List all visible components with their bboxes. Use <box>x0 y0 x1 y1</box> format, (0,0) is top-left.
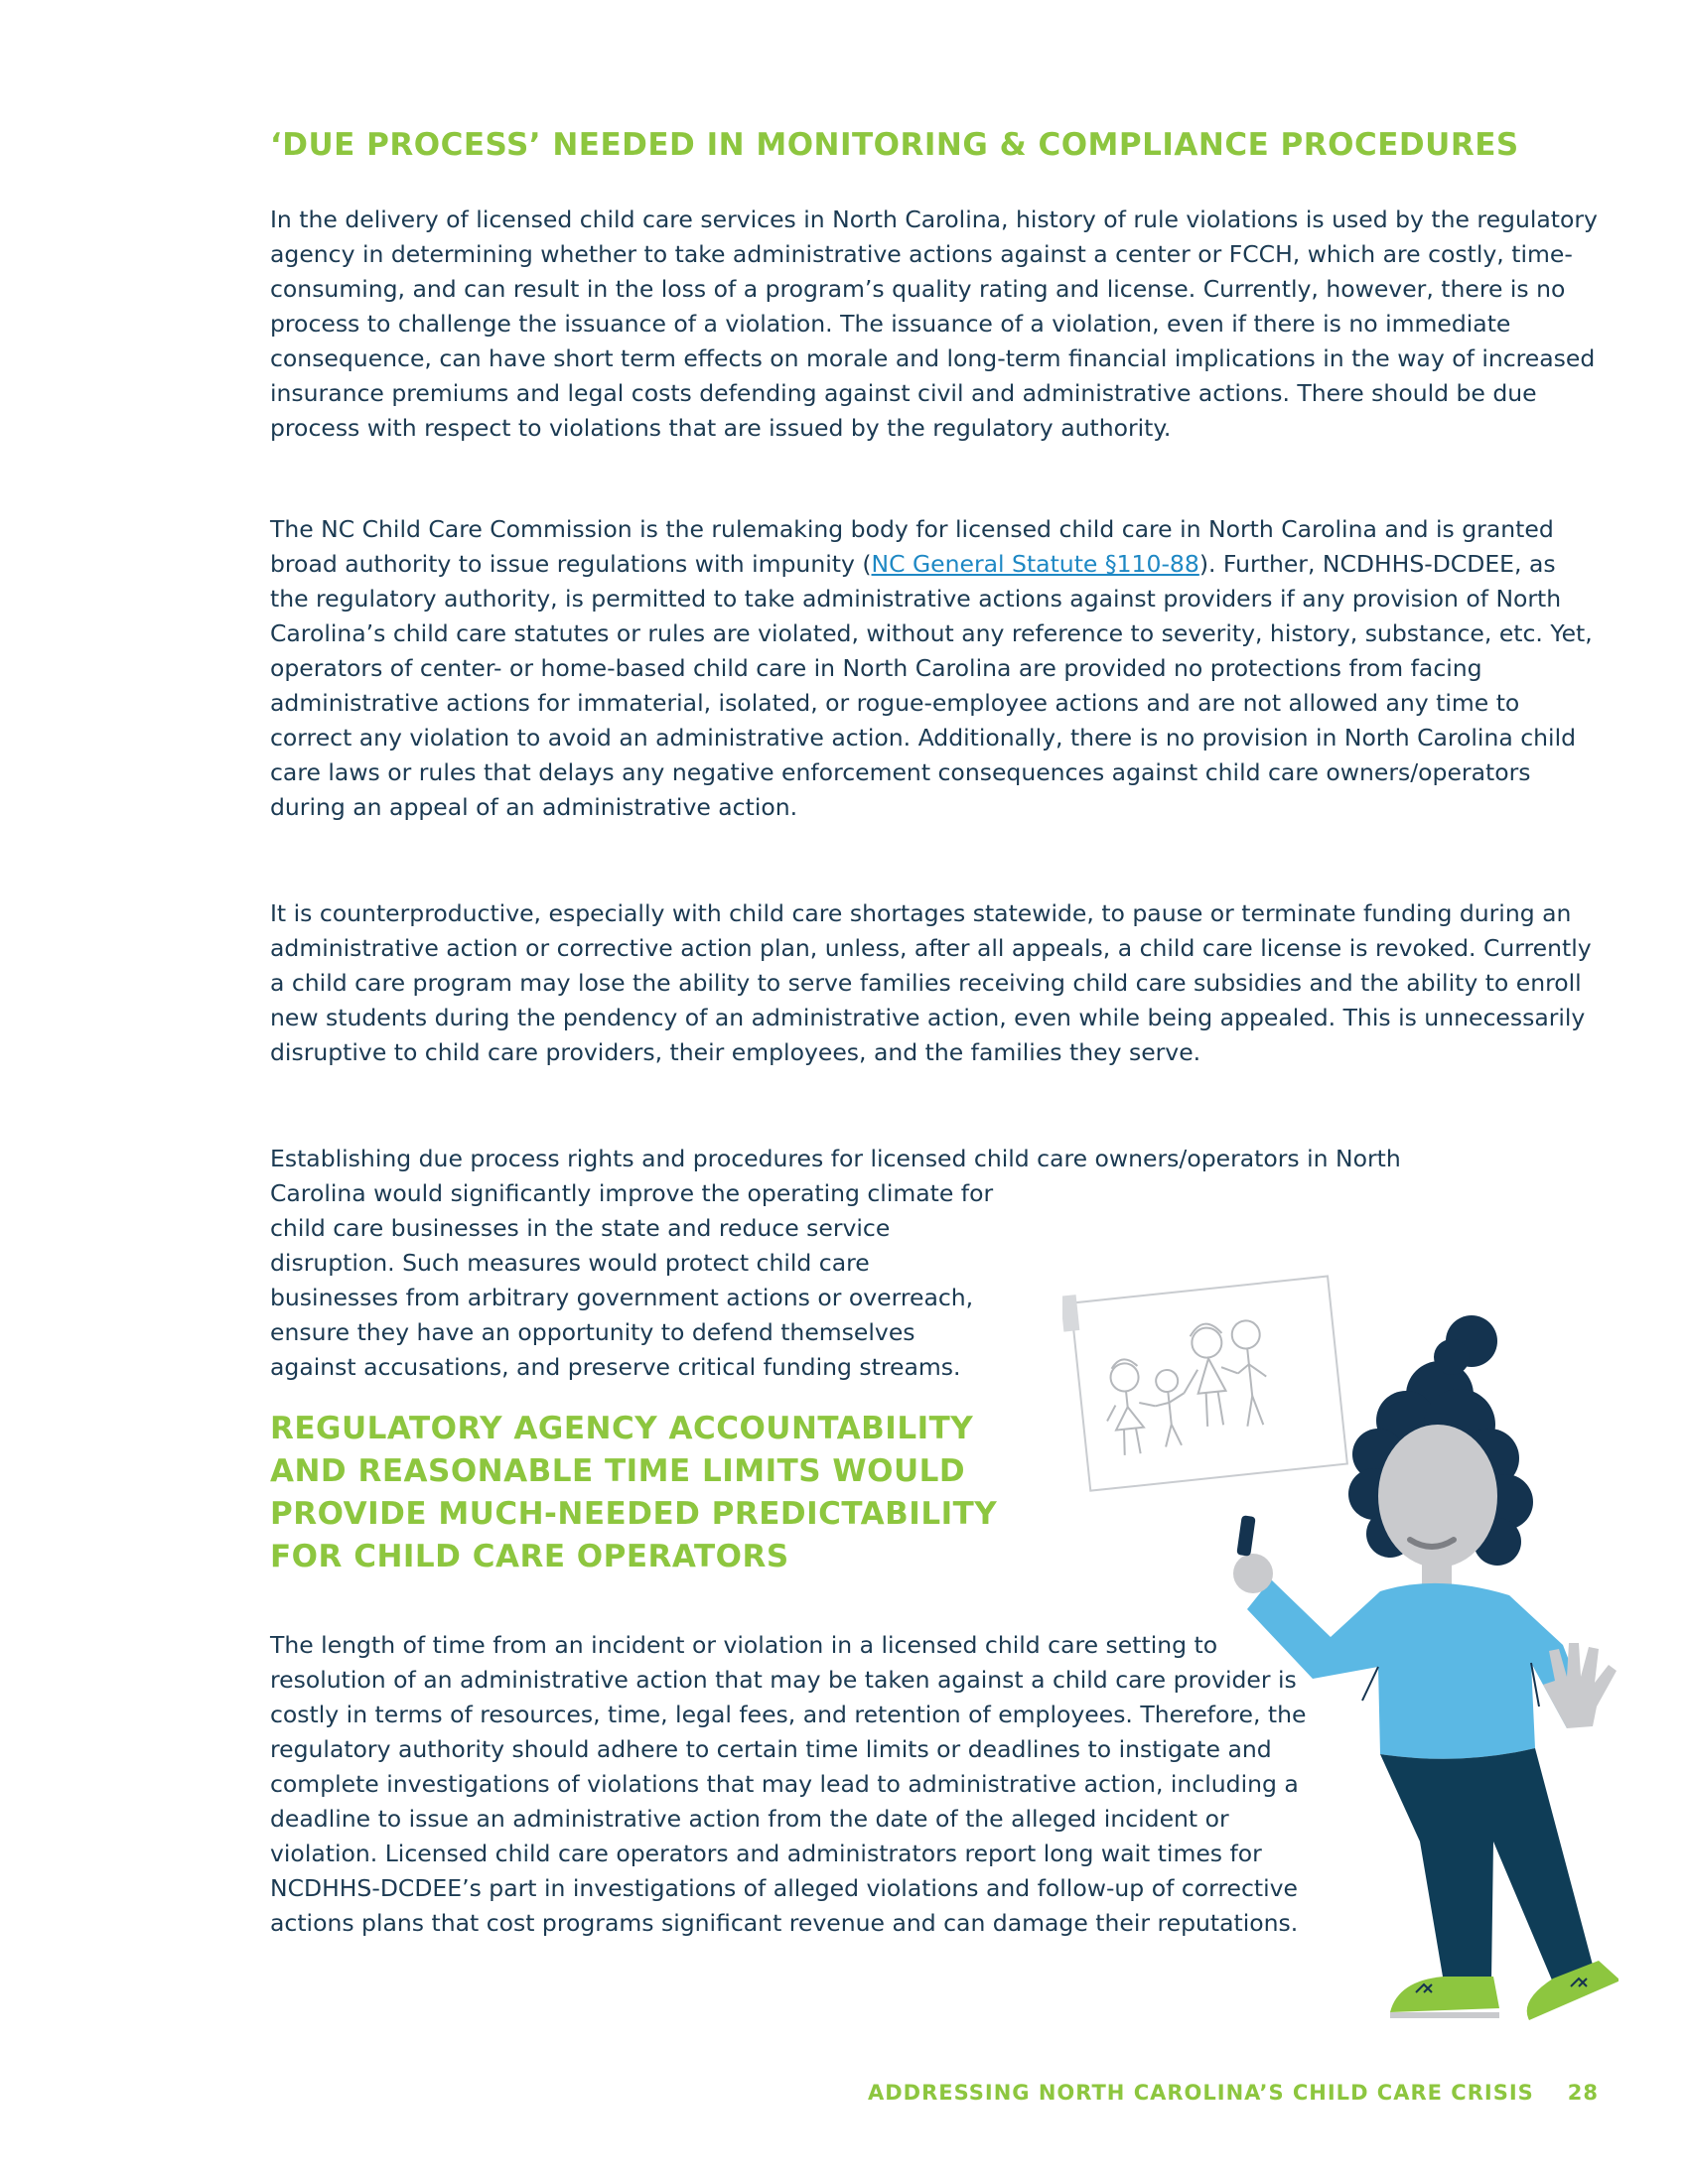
section-heading-due-process: ‘DUE PROCESS’ NEEDED IN MONITORING & COMPLIANCE PROCEDURES <box>270 127 1519 163</box>
statute-link[interactable]: NC General Statute §110-88 <box>871 550 1199 578</box>
pants <box>1380 1748 1595 1982</box>
paragraph-time-limits: The length of time from an incident or violation in a licensed child care setting to resolution of an administrative action that may be taken against a child care provider is costly in terms of resources, time, legal fees, and retention of employees. Therefore, the regulatory authority should adhere to certain time limits or deadlines to instigate and complete investigations of violations that may lead to administrative action, including a deadline to issue an administrative action from the date of the alleged incident or violation. Licensed child care operators and administrators report long wait times for NCDHHS-DCDEE’s part in investigations of alleged violations and follow-up of corrective actions plans that cost programs significant revenue and can damage their reputations. <box>270 1631 1307 1937</box>
footer-title: ADDRESSING NORTH CAROLINA’S CHILD CARE CRISIS <box>867 2081 1534 2105</box>
child-drawing-illustration <box>1062 1246 1618 2040</box>
page-number: 28 <box>1567 2081 1599 2105</box>
paragraph-child-care-commission <box>270 512 1601 825</box>
drawing-paper <box>1062 1269 1347 1492</box>
section-heading-accountability: REGULATORY AGENCY ACCOUNTABILITY AND REASONABLE TIME LIMITS WOULD PROVIDE MUCH-NEEDED PREDICTABILITY FOR CHILD CARE OPERATORS <box>270 1411 998 1574</box>
paragraph-violations-history: In the delivery of licensed child care services in North Carolina, history of rule violations is used by the regulatory agency in determining whether to take administrative actions against a center or FCCH, which are costly, time-consuming, and can result in the loss of a program’s quality rating and license. Currently, however, there is no process to challenge the issuance of a violation. The issuance of a violation, even if there is no immediate consequence, can have short term effects on morale and long-term financial implications in the way of increased insurance premiums and legal costs defending against civil and administrative actions. There should be due process with respect to violations that are issued by the regulatory authority. <box>270 205 1598 442</box>
paragraph-text: The NC Child Care Commission is the rulemaking body for licensed child care in North Carolina and is granted broad authority to issue regulations with impunity ( <box>270 515 1554 578</box>
shoe-left <box>1390 1977 1499 2012</box>
page-footer <box>844 2081 1599 2105</box>
child-illustration-icon <box>1062 1246 1618 2040</box>
paragraph-text: Carolina would significantly improve the operating climate for child care businesses in the state and reduce service disruption. Such measures would protect child care businesses from arbitrary government actions or overreach, ensure they have an opportunity to defend themselves against accusations, and preserve critical funding streams. <box>270 1179 994 1381</box>
paragraph-funding-disruption: It is counterproductive, especially with child care shortages statewide, to pause or terminate funding during an administrative action or corrective action plan, unless, after all appeals, a child care license is revoked. Currently a child care program may lose the ability to serve families receiving child care subsidies and the ability to enroll new students during the pendency of an administrative action, even while being appealed. This is unnecessarily disruptive to child care providers, their employees, and the families they serve. <box>270 899 1592 1066</box>
shirt <box>1247 1579 1591 1759</box>
paragraph-text: Establishing due process rights and procedures for licensed child care owners/operators in North <box>270 1145 1401 1172</box>
paragraph-text: ). Further, NCDHHS-DCDEE, as the regulatory authority, is permitted to take administrative actions against providers if any provision of North Carolina’s child care statutes or rules are violated, without any reference to severity, history, substance, etc. Yet, operators of center- or home-based child care in North Carolina are provided no protections from facing administrative actions for immaterial, isolated, or rogue-employee actions and are not allowed any time to correct any violation to avoid an administrative action. Additionally, there is no provision in North Carolina child care laws or rules that delays any negative enforcement consequences against child care owners/operators during an appeal of an administrative action. <box>270 550 1593 821</box>
